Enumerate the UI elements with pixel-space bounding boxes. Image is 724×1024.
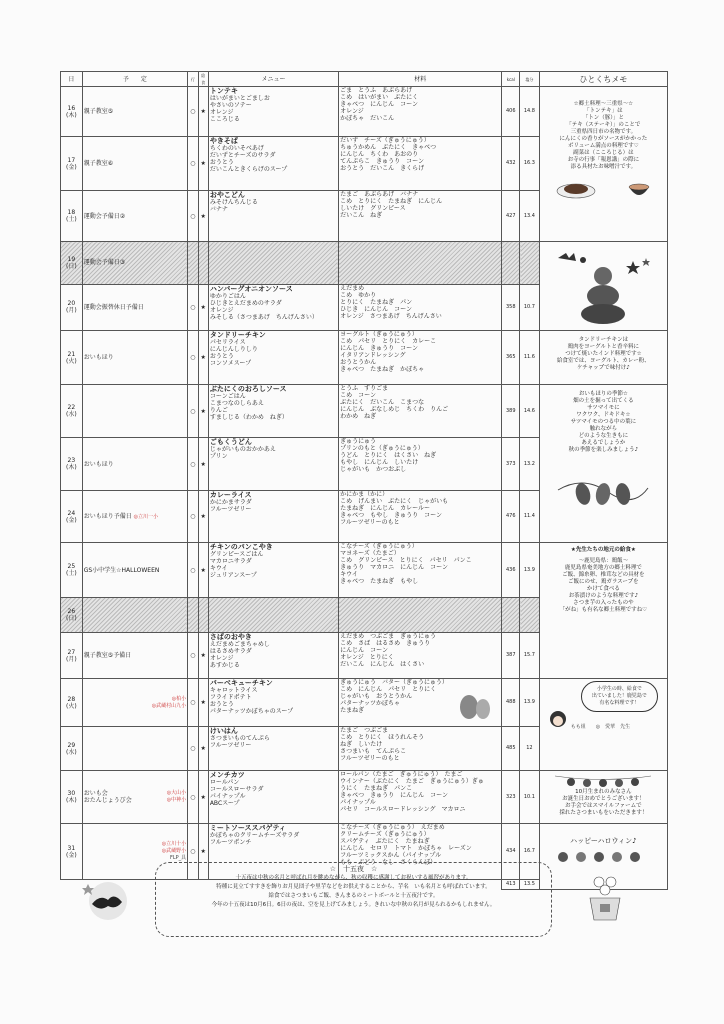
table-row: 23 (木) おいもほり ○ ★ ごもくうどん じゃがいものおかかあえ プリン ぎゅうにゅう プリンのもと（ぎゅうにゅう） うどん とりにく はくさい ねぎ もやし にんじん しいたけ じゃがいも かつおぶし 373 13.2 bbox=[61, 438, 668, 491]
main-dish: タンドリーチキン bbox=[209, 331, 266, 339]
memo-cell-3: おいもほりの季節☆ 畑の土を掘って出てくる サツマイモに ワクワク、ドキドキ☆ サツマイモのつる中の葉に 触れながら どのような生きもに あえるでしょうか 秋の季節を楽しみましょう♪ bbox=[539, 385, 667, 543]
memo-cell-1: ☆郷土料理〜三重県〜☆ 「トンテキ」は 「トン（豚）」と 「テキ（ステーキ）」のことで 三重県四日市の名物です。 にんにくの香りがソースがかかった ボリューム満点の料理です♡ 副菜は（こころじる）は お寺の行事「報恩講」の際に 添る具材たお味噌汁です。 bbox=[539, 87, 667, 242]
table-row: 17 (金) 親子教室⑥ ○ ★ やきそば ちくわのいそべあげ だいずとチーズのサラダ おうとう だいこんときくらげのスープ だいず チーズ（ぎゅうにゅう） ちゅうかめん ぶたにく きゃべつ にんじん ちくわ あおのり てんぷらこ きゅうり コーン おうとう だいこん きくらげ 432 16.3 bbox=[61, 137, 668, 191]
table-row: 20 (月) 運動会振替休日予備日 ○ ★ ハンバーグオニオンソース ゆかりごはん ひじきとえだまめのサラダ オレンジ みそしる（さつまあげ ちんげんさい） えだまめ こめ ゆかり とりにく たまねぎ パン ひじき にんじん コーン オレンジ さつまあげ ちんげんさい 358 10.7 bbox=[61, 284, 668, 330]
table-row: 29 (水) ○ ★ けいはん さつまいものてんぷら フルーツゼリー たまご つぶごま こめ とりにく ほうれんそう ねぎ しいたけ さつまいも てんぷらこ フルーツゼリーのもと 485 12 bbox=[61, 727, 668, 771]
header-col-b: 給食 bbox=[198, 72, 208, 87]
memo-text: 10月生まれのみなさん bbox=[575, 789, 632, 795]
header-kcal: kcal bbox=[502, 72, 520, 87]
header-menu: メニュー bbox=[208, 72, 338, 87]
note-line: 今年の十五夜は10月6日。6日の夜は、空を見上げてみましょう。きれいな中秋の名月が見られるかもしれません。 bbox=[211, 902, 496, 908]
table-row: 24 (金) おいもほり予備日 ◎立川一小 ○ ★ カレーライス かにかまサラダ フルーツゼリー かにかま（かに） こめ げんまい ぶたにく じゃがいも たまねぎ にんじん カレールー きゃべつ もやし きゅうり コーン フルーツゼリーのもと 476 11.4 bbox=[61, 491, 668, 543]
table-row: 22 (水) ○ ★ ぶたにくのおろしソース コーンごはん こまつなのしらあえ りんご すましじる（わかめ ねぎ） とうふ すりごま こめ コーン ぶたにく だいこん こまつな にんじん ぶなしめじ ちくわ りんご わかめ ねぎ 389 14.6 おいもほりの季節☆ 畑の土を掘って出てくる サツマイモに ワクワク、ドキドキ☆ サツマイモのつる中の葉に 触れながら どのような生きもに あえるでしょうか 秋の季節を楽しみましょう♪ bbox=[61, 385, 668, 438]
main-dish: チキンのパンこやき bbox=[209, 543, 273, 551]
main-dish: おやこどん bbox=[209, 191, 245, 199]
header-col-a: 行 bbox=[188, 72, 198, 87]
memo-text: ハッピーハロウィン♪ bbox=[570, 837, 637, 845]
main-dish: さばのおやき bbox=[209, 633, 252, 641]
memo-cell-6: 10月生まれのみなさん お誕生日おめでとうございます！ お手会ではスマイルファームで 採れたさつまいもをいただきます！ bbox=[539, 771, 667, 824]
materials-cell: ごま とうふ あぶらあげ こめ はいがまい ぶたにく きゃべつ にんじん コーン オレンジ かぼちゃ だいこん bbox=[339, 87, 502, 137]
header-memo: ひとくちメモ bbox=[539, 72, 667, 87]
pumpkin-stack-icon bbox=[548, 246, 658, 326]
event-cell: 親子教室⑤ bbox=[82, 87, 187, 137]
note-line: 十五夜は中秋の名月と呼ばれ月を眺めながら、秋の収穫に感謝してお祝いする風習があります。 bbox=[235, 875, 472, 881]
holiday-row: 26 (日) bbox=[61, 598, 668, 633]
memo-text: タンドリーチキンは bbox=[578, 337, 629, 343]
tsukimi-dango-icon bbox=[582, 872, 628, 928]
note-line: 給食ではさつまいもご飯、きんまるのミートボールと十五夜汁です。 bbox=[268, 893, 439, 899]
table-row: 21 (火) おいもほり ○ ★ タンドリーチキン パセリライス にんじんしりしり おうとう コンソメスープ ヨーグルト（ぎゅうにゅう） こめ パセリ とりにく カレーこ にんじん きゅうり コーン イタリアンドレッシング おうとうかん きゃべつ たまねぎ かぼちゃ 365 11.6 タンドリーチキンは 鶏肉をヨーグルトと香辛料に つけて焼いたインド料理です☆ 給食室では、ヨーグルト、カレー粉、 ケチャップで味付け♪ bbox=[61, 331, 668, 385]
kcal-value: 406 bbox=[502, 87, 520, 137]
main-dish: ミートソーススパゲティ bbox=[209, 824, 286, 832]
main-dish: ごもくうどん bbox=[209, 438, 252, 446]
mark-b: ★ bbox=[198, 87, 208, 137]
main-dish: メンチカツ bbox=[209, 771, 245, 779]
table-row: 31 (金) ◎立川十小 ◎武蔵野小 FLP_具 ○ ★ ミートソーススパゲティ かぼちゃのクリームチーズサラダ フルーツポンチ こなチーズ（ぎゅうにゅう） えだまめ クリームチーズ（ぎゅうにゅう） スパゲティ ぶたにく たまねぎ にんじん セロリ トマト かぼちゃ レーズン フルーツミックスかん（パイナップル もも ぶどう なし さくらんぼ） 434 16.7 ハッピーハロウィン♪ bbox=[61, 824, 668, 880]
table-row bbox=[61, 87, 668, 137]
table-row: 18 (土) 運動会予備日② ○ ★ おやこどん みそけんちんじる バナナ たまご あぶらあげ バナナ こめ とりにく たまねぎ にんじん しいたけ グリンピース だいこん ねぎ 427 13.4 bbox=[61, 191, 668, 242]
memo-cell-2: タンドリーチキンは 鶏肉をヨーグルトと香辛料に つけて焼いたインド料理です☆ 給食室では、ヨーグルト、カレー粉、 ケチャップで味付け♪ bbox=[539, 331, 667, 385]
table-row: 30 (木) おいも会 おたんじょうび会 ◎大山小 ◎中神小 ○ ★ メンチカツ ロールパン コールスローサラダ パイナップル ABCスープ ロールパン（たまご ぎゅうにゅう） たまご ウインナー（ぶたにく たまご ぎゅうにゅう）ぎゅ うにく たまねぎ パンこ きゃべつ きゅうり にんじん コーン パイナップル パセリ コールスロードレッシング マカロニ 323 10.1 10月生まれのみなさん お誕生日おめでとうございます！ お手会ではスマイルファームで 採れたさつまいもをいただきます！ bbox=[61, 771, 668, 824]
total-salt: 13.5 bbox=[520, 880, 540, 890]
salt-value: 14.8 bbox=[520, 87, 540, 137]
memo-cell-5: 小学生の時、給食で 出ていました！鹿児島で 有名な料理です！ もも組 ◎ 愛華 先生 bbox=[539, 679, 667, 771]
main-dish: ハンバーグオニオンソース bbox=[209, 284, 293, 293]
pumpkin-garland-icon bbox=[553, 773, 653, 787]
day-cell: 16 (木) bbox=[61, 87, 83, 137]
fifteenth-night-note bbox=[155, 862, 552, 937]
header-event: 予 定 bbox=[82, 72, 187, 87]
main-dish: ぶたにくのおろしソース bbox=[209, 385, 287, 393]
butternut-squash-icon bbox=[457, 685, 493, 721]
note-title: ☆ 十五夜 ☆ bbox=[329, 865, 378, 873]
steak-plate-icon bbox=[556, 179, 596, 199]
speech-bubble: 小学生の時、給食で 出ていました！鹿児島で 有名な料理です！ bbox=[581, 681, 658, 712]
header-materials: 材料 bbox=[339, 72, 502, 87]
memo-text: おいもほりの季節☆ bbox=[578, 391, 628, 397]
header-salt: 塩分 bbox=[520, 72, 540, 87]
header-day: 日 bbox=[61, 72, 83, 87]
main-dish: カレーライス bbox=[209, 491, 252, 499]
main-dish: やきそば bbox=[209, 137, 238, 145]
memo-cell-halloween bbox=[539, 242, 667, 331]
total-kcal: 413 bbox=[502, 880, 520, 890]
memo-text: ★先生たちの地元の給食★ bbox=[570, 547, 636, 553]
halloween-border-icon bbox=[553, 849, 653, 865]
table-row: 25 (土) GS小中学生☆HALLOWEEN ○ ★ チキンのパンこやき グリンピースごはん マカロニサラダ キウイ ジュリアンスープ こなチーズ（ぎゅうにゅう） マヨネーズ（たまご） こめ グリンピース とりにく パセリ パンこ きゅうり マカロニ にんじん コーン キウイ きゃべつ たまねぎ もやし 436 13.9 ★先生たちの地元の給食★ 〜鹿児島県：鶏飯〜 鹿児島県奄美地方の郷土料理で ご飯、錦糸卵、椎茸などの具材を ご飯にのせ、鶏ガラスープを かけて食べる お茶漬けのような料理です♪ さつま芋の入ったものや 「がね」も有名な郷土料理ですね♡ bbox=[61, 543, 668, 598]
soup-bowl-icon bbox=[627, 179, 651, 201]
moon-rabbit-icon bbox=[80, 876, 136, 926]
memo-cell-4: ★先生たちの地元の給食★ 〜鹿児島県：鶏飯〜 鹿児島県奄美地方の郷土料理で ご飯、錦糸卵、椎茸などの具材を ご飯にのせ、鶏ガラスープを かけて食べる お茶漬けのような料理です♪ さつま芋の入ったものや 「がね」も有名な郷土料理ですね♡ bbox=[539, 543, 667, 679]
main-dish: バーベキューチキン bbox=[209, 679, 273, 687]
main-dish: トンテキ bbox=[209, 87, 238, 95]
sweet-potato-icon bbox=[553, 470, 653, 506]
note-line: 特種に見立てすすきを飾りお月見団子や里芋などをお供えすることから、芋名 いも名月とも呼ばれています。 bbox=[216, 884, 491, 890]
table-header bbox=[61, 72, 668, 87]
menu-table bbox=[60, 71, 668, 890]
main-dish: けいはん bbox=[209, 727, 238, 735]
memo-text: ☆郷土料理〜三重県〜☆ bbox=[573, 101, 634, 107]
table-row: 28 (火) ◎柏小 ◎武蔵村山九小 ○ ★ バーベキューチキン キャロットライス フライドポテト おうとう パターナッツかぼちゃのスープ ぎゅうにゅう バター（ぎゅうにゅう） こめ にんじん パセリ とりにく じゃがいも おうとうかん パターナッツかぼちゃ たまねぎ 488 13.9 小学生の時、給食で 出ていました！鹿児島で 有名な料理です！ もも組 ◎ 愛華 先生 bbox=[61, 679, 668, 727]
menu-cell: トンテキ はいがまいとごましお やさいのソテー オレンジ こころじる bbox=[208, 87, 338, 137]
holiday-row: 19 (日) 運動会予備日③ bbox=[61, 242, 668, 285]
food-illustrations bbox=[541, 179, 666, 201]
table-row: 27 (月) 親子教室⑤予備日 ○ ★ さばのおやき えだまめごまちゃめし はるさめサラダ オレンジ あすかじる えだまめ つぶごま ぎゅうにゅう こめ さば はるさめ きゅうり にんじん コーン オレンジ とりにく だいこん にんじん はくさい 387 15.7 bbox=[61, 633, 668, 679]
mark-a: ○ bbox=[188, 87, 198, 137]
teacher-avatar-icon bbox=[548, 709, 568, 731]
